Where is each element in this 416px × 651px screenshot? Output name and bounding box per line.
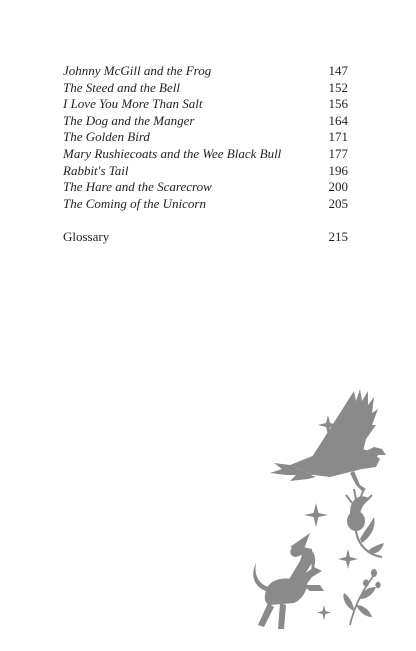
toc-entry-title: Johnny McGill and the Frog [63,63,212,78]
toc-entry-page: 171 [328,129,348,145]
toc-entry[interactable] [63,179,348,196]
table-of-contents [63,63,348,246]
toc-entry-page: 205 [328,195,348,211]
toc-spacer [63,212,348,229]
toc-entry[interactable] [63,96,348,113]
eagle-icon [270,389,386,491]
toc-entry[interactable] [63,113,348,130]
toc-entry-glossary[interactable] [63,229,348,246]
toc-entry-page: 215 [328,229,348,245]
toc-entry-title: Rabbit's Tail [63,162,129,178]
toc-entry[interactable] [63,146,348,163]
sparkle-icon [317,605,331,620]
toc-entry-title: The Steed and the Bell [63,79,180,95]
toc-entry-title: Glossary [63,229,110,245]
thistle-icon [346,489,384,557]
toc-entry-title: Mary Rushiecoats and the Wee Black Bull [63,145,282,161]
toc-entry-title: I Love You More Than Salt [63,96,203,112]
toc-entry-page: 177 [328,145,348,161]
toc-entry-page: 147 [328,63,348,78]
heather-sprig-icon [343,569,380,625]
toc-entry-page: 196 [328,162,348,178]
sparkle-icon [338,549,358,569]
toc-entry-page: 200 [328,179,348,195]
toc-entry-title: The Hare and the Scarecrow [63,179,212,195]
toc-entry[interactable] [63,80,348,97]
toc-entry[interactable] [63,163,348,180]
toc-entry[interactable] [63,129,348,146]
toc-entry[interactable] [63,196,348,213]
toc-entry-page: 152 [328,79,348,95]
toc-entry-title: The Coming of the Unicorn [63,195,206,211]
decorative-illustration [250,385,400,635]
toc-entry-title: The Dog and the Manger [63,112,195,128]
sparkle-icon [304,503,328,527]
unicorn-icon [253,533,324,629]
toc-entry-page: 156 [328,96,348,112]
toc-entry[interactable] [63,63,348,80]
toc-entry-title: The Golden Bird [63,129,150,145]
toc-entry-page: 164 [328,112,348,128]
